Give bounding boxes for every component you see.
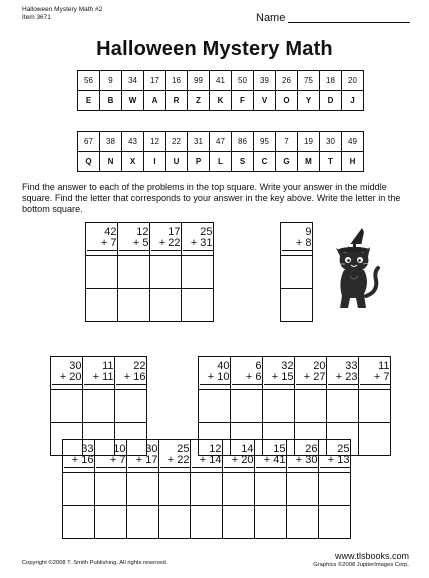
addend-bottom: 20 xyxy=(241,454,254,466)
plus-sign: + xyxy=(71,454,79,466)
plus-sign: + xyxy=(100,237,108,249)
key-number-cell: 22 xyxy=(166,132,188,152)
graphics-credit: Graphics ©2008 JupiterImages Corp. xyxy=(313,562,409,568)
problem-cell xyxy=(83,357,115,390)
key-number-cell: 7 xyxy=(276,132,298,152)
addend-top: 25 xyxy=(200,226,213,238)
problem-cell xyxy=(63,440,95,473)
problem-cell xyxy=(255,440,287,473)
addend-bottom-row xyxy=(256,455,286,468)
addition-problem xyxy=(320,444,350,468)
addition-problem xyxy=(360,361,390,385)
plus-sign: + xyxy=(199,454,207,466)
addend-bottom-row xyxy=(282,238,312,251)
addend-bottom: 16 xyxy=(81,454,94,466)
answer-box[interactable] xyxy=(83,390,115,423)
instructions: Find the answer to each of the problems in the top square. Write your answer in the middle square. Find the letter that corresponds to your answer in the key above. Write the letter in the bottom square. xyxy=(22,182,401,214)
addend-top: 22 xyxy=(133,360,146,372)
answer-box[interactable] xyxy=(319,473,351,506)
problem-group-1 xyxy=(85,222,214,322)
addend-bottom-row xyxy=(128,455,158,468)
plus-sign: + xyxy=(245,371,253,383)
letter-box[interactable] xyxy=(86,289,118,322)
addition-problem xyxy=(232,361,262,385)
worksheet-item-number: Item 3671 xyxy=(22,14,51,21)
problem-cell xyxy=(182,223,214,256)
addend-bottom-row xyxy=(160,455,190,468)
problem-cell xyxy=(95,440,127,473)
addend-bottom: 16 xyxy=(133,371,146,383)
key-number-cell: 17 xyxy=(144,71,166,91)
addend-bottom: 17 xyxy=(145,454,158,466)
addend-top: 20 xyxy=(313,360,326,372)
key-number-cell: 26 xyxy=(276,71,298,91)
addend-bottom-row xyxy=(288,455,318,468)
key-number-cell: 39 xyxy=(254,71,276,91)
key-letter-cell: S xyxy=(232,152,254,172)
key-number-cell: 19 xyxy=(298,132,320,152)
addend-top: 9 xyxy=(305,226,312,238)
key-letter-cell: M xyxy=(298,152,320,172)
plus-sign: + xyxy=(295,237,303,249)
key-number-cell: 16 xyxy=(166,71,188,91)
answer-box[interactable] xyxy=(263,390,295,423)
key-letter-cell: I xyxy=(144,152,166,172)
addition-problem xyxy=(256,444,286,468)
addend-top: 40 xyxy=(217,360,230,372)
problem-group-5 xyxy=(62,439,351,539)
plus-sign: + xyxy=(303,371,311,383)
key-letter-cell: K xyxy=(210,91,232,111)
addition-problem xyxy=(160,444,190,468)
addend-bottom-row xyxy=(116,372,146,385)
letter-box[interactable] xyxy=(127,506,159,539)
addend-top: 14 xyxy=(241,443,254,455)
key-number-cell: 99 xyxy=(188,71,210,91)
answer-box[interactable] xyxy=(287,473,319,506)
answer-box[interactable] xyxy=(115,390,147,423)
addition-problem xyxy=(264,361,294,385)
addend-top: 33 xyxy=(345,360,358,372)
key-number-cell: 30 xyxy=(320,132,342,152)
key-letter-cell: F xyxy=(232,91,254,111)
name-field-line[interactable] xyxy=(288,22,410,23)
addend-bottom: 11 xyxy=(102,371,114,383)
key-number-cell: 50 xyxy=(232,71,254,91)
addend-bottom: 13 xyxy=(337,454,350,466)
key-letter-cell: T xyxy=(320,152,342,172)
addition-problem xyxy=(288,444,318,468)
answer-box[interactable] xyxy=(359,390,391,423)
black-cat-witch-hat-icon xyxy=(330,226,382,312)
problem-cell xyxy=(359,357,391,390)
page-title: Halloween Mystery Math xyxy=(96,38,333,60)
problem-cell xyxy=(327,357,359,390)
addend-bottom: 22 xyxy=(168,237,181,249)
letter-box[interactable] xyxy=(191,506,223,539)
addition-problem xyxy=(192,444,222,468)
addition-problem xyxy=(224,444,254,468)
plus-sign: + xyxy=(59,371,67,383)
addend-bottom: 10 xyxy=(217,371,230,383)
key-number-cell: 75 xyxy=(298,71,320,91)
problem-cell xyxy=(231,357,263,390)
key-top-numbers-row xyxy=(78,71,364,91)
addend-bottom-row xyxy=(232,372,262,385)
addend-bottom-row xyxy=(200,372,230,385)
letter-box[interactable] xyxy=(159,506,191,539)
answer-box[interactable] xyxy=(150,256,182,289)
addend-top: 12 xyxy=(209,443,222,455)
problem-cell xyxy=(115,357,147,390)
plus-sign: + xyxy=(92,371,100,383)
key-number-cell: 31 xyxy=(188,132,210,152)
addition-problem xyxy=(96,444,126,468)
addend-bottom-row xyxy=(52,372,82,385)
name-label: Name xyxy=(256,12,286,24)
addend-bottom: 41 xyxy=(273,454,286,466)
addition-problem xyxy=(183,227,213,251)
key-letter-cell: P xyxy=(188,152,210,172)
key-letter-cell: N xyxy=(100,152,122,172)
plus-sign: + xyxy=(158,237,166,249)
addend-top: 25 xyxy=(177,443,190,455)
addend-bottom: 8 xyxy=(305,237,312,249)
addend-bottom: 30 xyxy=(305,454,318,466)
key-number-cell: 67 xyxy=(78,132,100,152)
key-letter-cell: E xyxy=(78,91,100,111)
addend-top: 30 xyxy=(145,443,158,455)
plus-sign: + xyxy=(132,237,140,249)
addend-bottom-row xyxy=(328,372,358,385)
plus-sign: + xyxy=(335,371,343,383)
problem-cell xyxy=(199,357,231,390)
addend-bottom-row xyxy=(360,372,390,385)
addition-problem xyxy=(119,227,149,251)
addend-top: 42 xyxy=(104,226,117,238)
worksheet-subtitle: Halloween Mystery Math #2 xyxy=(22,6,103,13)
plus-sign: + xyxy=(190,237,198,249)
addition-problem xyxy=(84,361,114,385)
addend-top: 11 xyxy=(102,360,114,372)
answer-box[interactable] xyxy=(191,473,223,506)
answer-box[interactable] xyxy=(51,390,83,423)
plus-sign: + xyxy=(271,371,279,383)
key-letter-cell: Q xyxy=(78,152,100,172)
key-number-cell: 41 xyxy=(210,71,232,91)
answer-box[interactable] xyxy=(159,473,191,506)
addition-problem xyxy=(64,444,94,468)
answer-box[interactable] xyxy=(63,473,95,506)
answer-box[interactable] xyxy=(281,256,313,289)
letter-box[interactable] xyxy=(118,289,150,322)
key-letter-cell: L xyxy=(210,152,232,172)
addend-bottom-row xyxy=(264,372,294,385)
problem-cell xyxy=(86,223,118,256)
key-letter-cell: G xyxy=(276,152,298,172)
answer-box[interactable] xyxy=(223,473,255,506)
addend-bottom: 27 xyxy=(313,371,326,383)
key-number-cell: 56 xyxy=(78,71,100,91)
addend-bottom-row xyxy=(151,238,181,251)
addition-problem xyxy=(52,361,82,385)
addend-bottom-row xyxy=(183,238,213,251)
addend-top: 12 xyxy=(136,226,149,238)
plus-sign: + xyxy=(295,454,303,466)
addend-bottom-row xyxy=(320,455,350,468)
letter-box[interactable] xyxy=(63,506,95,539)
key-number-cell: 12 xyxy=(144,132,166,152)
addend-bottom-row xyxy=(119,238,149,251)
key-letter-cell: U xyxy=(166,152,188,172)
addend-bottom: 22 xyxy=(177,454,190,466)
problem-group-2 xyxy=(280,222,313,322)
addend-bottom: 7 xyxy=(383,371,390,383)
addend-bottom-row xyxy=(64,455,94,468)
answer-box[interactable] xyxy=(231,390,263,423)
addition-problem xyxy=(328,361,358,385)
key-letter-cell: X xyxy=(122,152,144,172)
key-number-cell: 49 xyxy=(342,132,364,152)
problem-cell xyxy=(127,440,159,473)
problem-cell xyxy=(223,440,255,473)
key-letter-cell: O xyxy=(276,91,298,111)
problem-cell xyxy=(51,357,83,390)
addend-top: 6 xyxy=(255,360,262,372)
problem-cell xyxy=(295,357,327,390)
addend-bottom: 31 xyxy=(200,237,213,249)
plus-sign: + xyxy=(327,454,335,466)
key-bottom-letters-row xyxy=(78,152,364,172)
addition-problem xyxy=(282,227,312,251)
plus-sign: + xyxy=(109,454,117,466)
key-letter-cell: R xyxy=(166,91,188,111)
letter-box[interactable] xyxy=(255,506,287,539)
addend-bottom-row xyxy=(84,372,114,385)
key-letter-cell: A xyxy=(144,91,166,111)
addend-bottom: 7 xyxy=(119,454,126,466)
letter-box[interactable] xyxy=(150,289,182,322)
addend-bottom-row xyxy=(224,455,254,468)
addition-problem xyxy=(296,361,326,385)
addition-problem xyxy=(128,444,158,468)
addend-bottom-row xyxy=(192,455,222,468)
letter-box[interactable] xyxy=(287,506,319,539)
addend-bottom-row xyxy=(296,372,326,385)
addend-top: 30 xyxy=(69,360,82,372)
key-number-cell: 86 xyxy=(232,132,254,152)
addition-problem xyxy=(151,227,181,251)
letter-box[interactable] xyxy=(223,506,255,539)
key-number-cell: 18 xyxy=(320,71,342,91)
key-number-cell: 20 xyxy=(342,71,364,91)
addend-top: 25 xyxy=(337,443,350,455)
addend-bottom: 23 xyxy=(345,371,358,383)
problem-cell xyxy=(319,440,351,473)
key-letter-cell: H xyxy=(342,152,364,172)
addend-bottom-row xyxy=(87,238,117,251)
problem-cell xyxy=(263,357,295,390)
letter-box[interactable] xyxy=(319,506,351,539)
addend-bottom-row xyxy=(96,455,126,468)
addend-bottom: 20 xyxy=(69,371,82,383)
addend-top: 15 xyxy=(273,443,286,455)
key-top-letters-row xyxy=(78,91,364,111)
problem-cell xyxy=(191,440,223,473)
answer-key-top xyxy=(77,70,364,111)
problem-cell xyxy=(287,440,319,473)
addend-bottom: 6 xyxy=(255,371,262,383)
answer-box[interactable] xyxy=(327,390,359,423)
addend-top: 32 xyxy=(281,360,294,372)
key-letter-cell: V xyxy=(254,91,276,111)
addition-problem xyxy=(87,227,117,251)
key-number-cell: 47 xyxy=(210,132,232,152)
letter-box[interactable] xyxy=(95,506,127,539)
key-letter-cell: Y xyxy=(298,91,320,111)
key-bottom-numbers-row xyxy=(78,132,364,152)
letter-box[interactable] xyxy=(359,423,391,456)
addend-bottom: 5 xyxy=(142,237,149,249)
plus-sign: + xyxy=(167,454,175,466)
copyright-notice: Copyright ©2008 T. Smith Publishing. All rights reserved. xyxy=(22,560,168,566)
addend-bottom: 15 xyxy=(281,371,294,383)
addend-top: 26 xyxy=(305,443,318,455)
addend-top: 10 xyxy=(113,443,126,455)
addition-problem xyxy=(200,361,230,385)
addend-bottom: 7 xyxy=(110,237,117,249)
plus-sign: + xyxy=(123,371,131,383)
key-letter-cell: W xyxy=(122,91,144,111)
plus-sign: + xyxy=(135,454,143,466)
problem-cell xyxy=(281,223,313,256)
answer-box[interactable] xyxy=(182,256,214,289)
website-link[interactable]: www.tlsbooks.com xyxy=(334,551,409,561)
key-number-cell: 43 xyxy=(122,132,144,152)
worksheet-id xyxy=(22,6,102,22)
key-number-cell: 38 xyxy=(100,132,122,152)
letter-box[interactable] xyxy=(281,289,313,322)
problem-cell xyxy=(118,223,150,256)
addend-top: 17 xyxy=(168,226,181,238)
plus-sign: + xyxy=(373,371,381,383)
plus-sign: + xyxy=(263,454,271,466)
addition-problem xyxy=(116,361,146,385)
key-number-cell: 34 xyxy=(122,71,144,91)
addend-bottom: 14 xyxy=(209,454,222,466)
plus-sign: + xyxy=(231,454,239,466)
answer-box[interactable] xyxy=(199,390,231,423)
key-letter-cell: Z xyxy=(188,91,210,111)
answer-box[interactable] xyxy=(127,473,159,506)
addend-top: 11 xyxy=(378,360,390,372)
key-letter-cell: C xyxy=(254,152,276,172)
answer-box[interactable] xyxy=(255,473,287,506)
answer-box[interactable] xyxy=(86,256,118,289)
problem-cell xyxy=(150,223,182,256)
key-letter-cell: D xyxy=(320,91,342,111)
answer-box[interactable] xyxy=(95,473,127,506)
key-number-cell: 9 xyxy=(100,71,122,91)
answer-box[interactable] xyxy=(118,256,150,289)
key-letter-cell: J xyxy=(342,91,364,111)
answer-key-bottom xyxy=(77,131,364,172)
addend-top: 33 xyxy=(81,443,94,455)
problem-cell xyxy=(159,440,191,473)
key-letter-cell: B xyxy=(100,91,122,111)
answer-box[interactable] xyxy=(295,390,327,423)
key-number-cell: 95 xyxy=(254,132,276,152)
letter-box[interactable] xyxy=(182,289,214,322)
plus-sign: + xyxy=(207,371,215,383)
